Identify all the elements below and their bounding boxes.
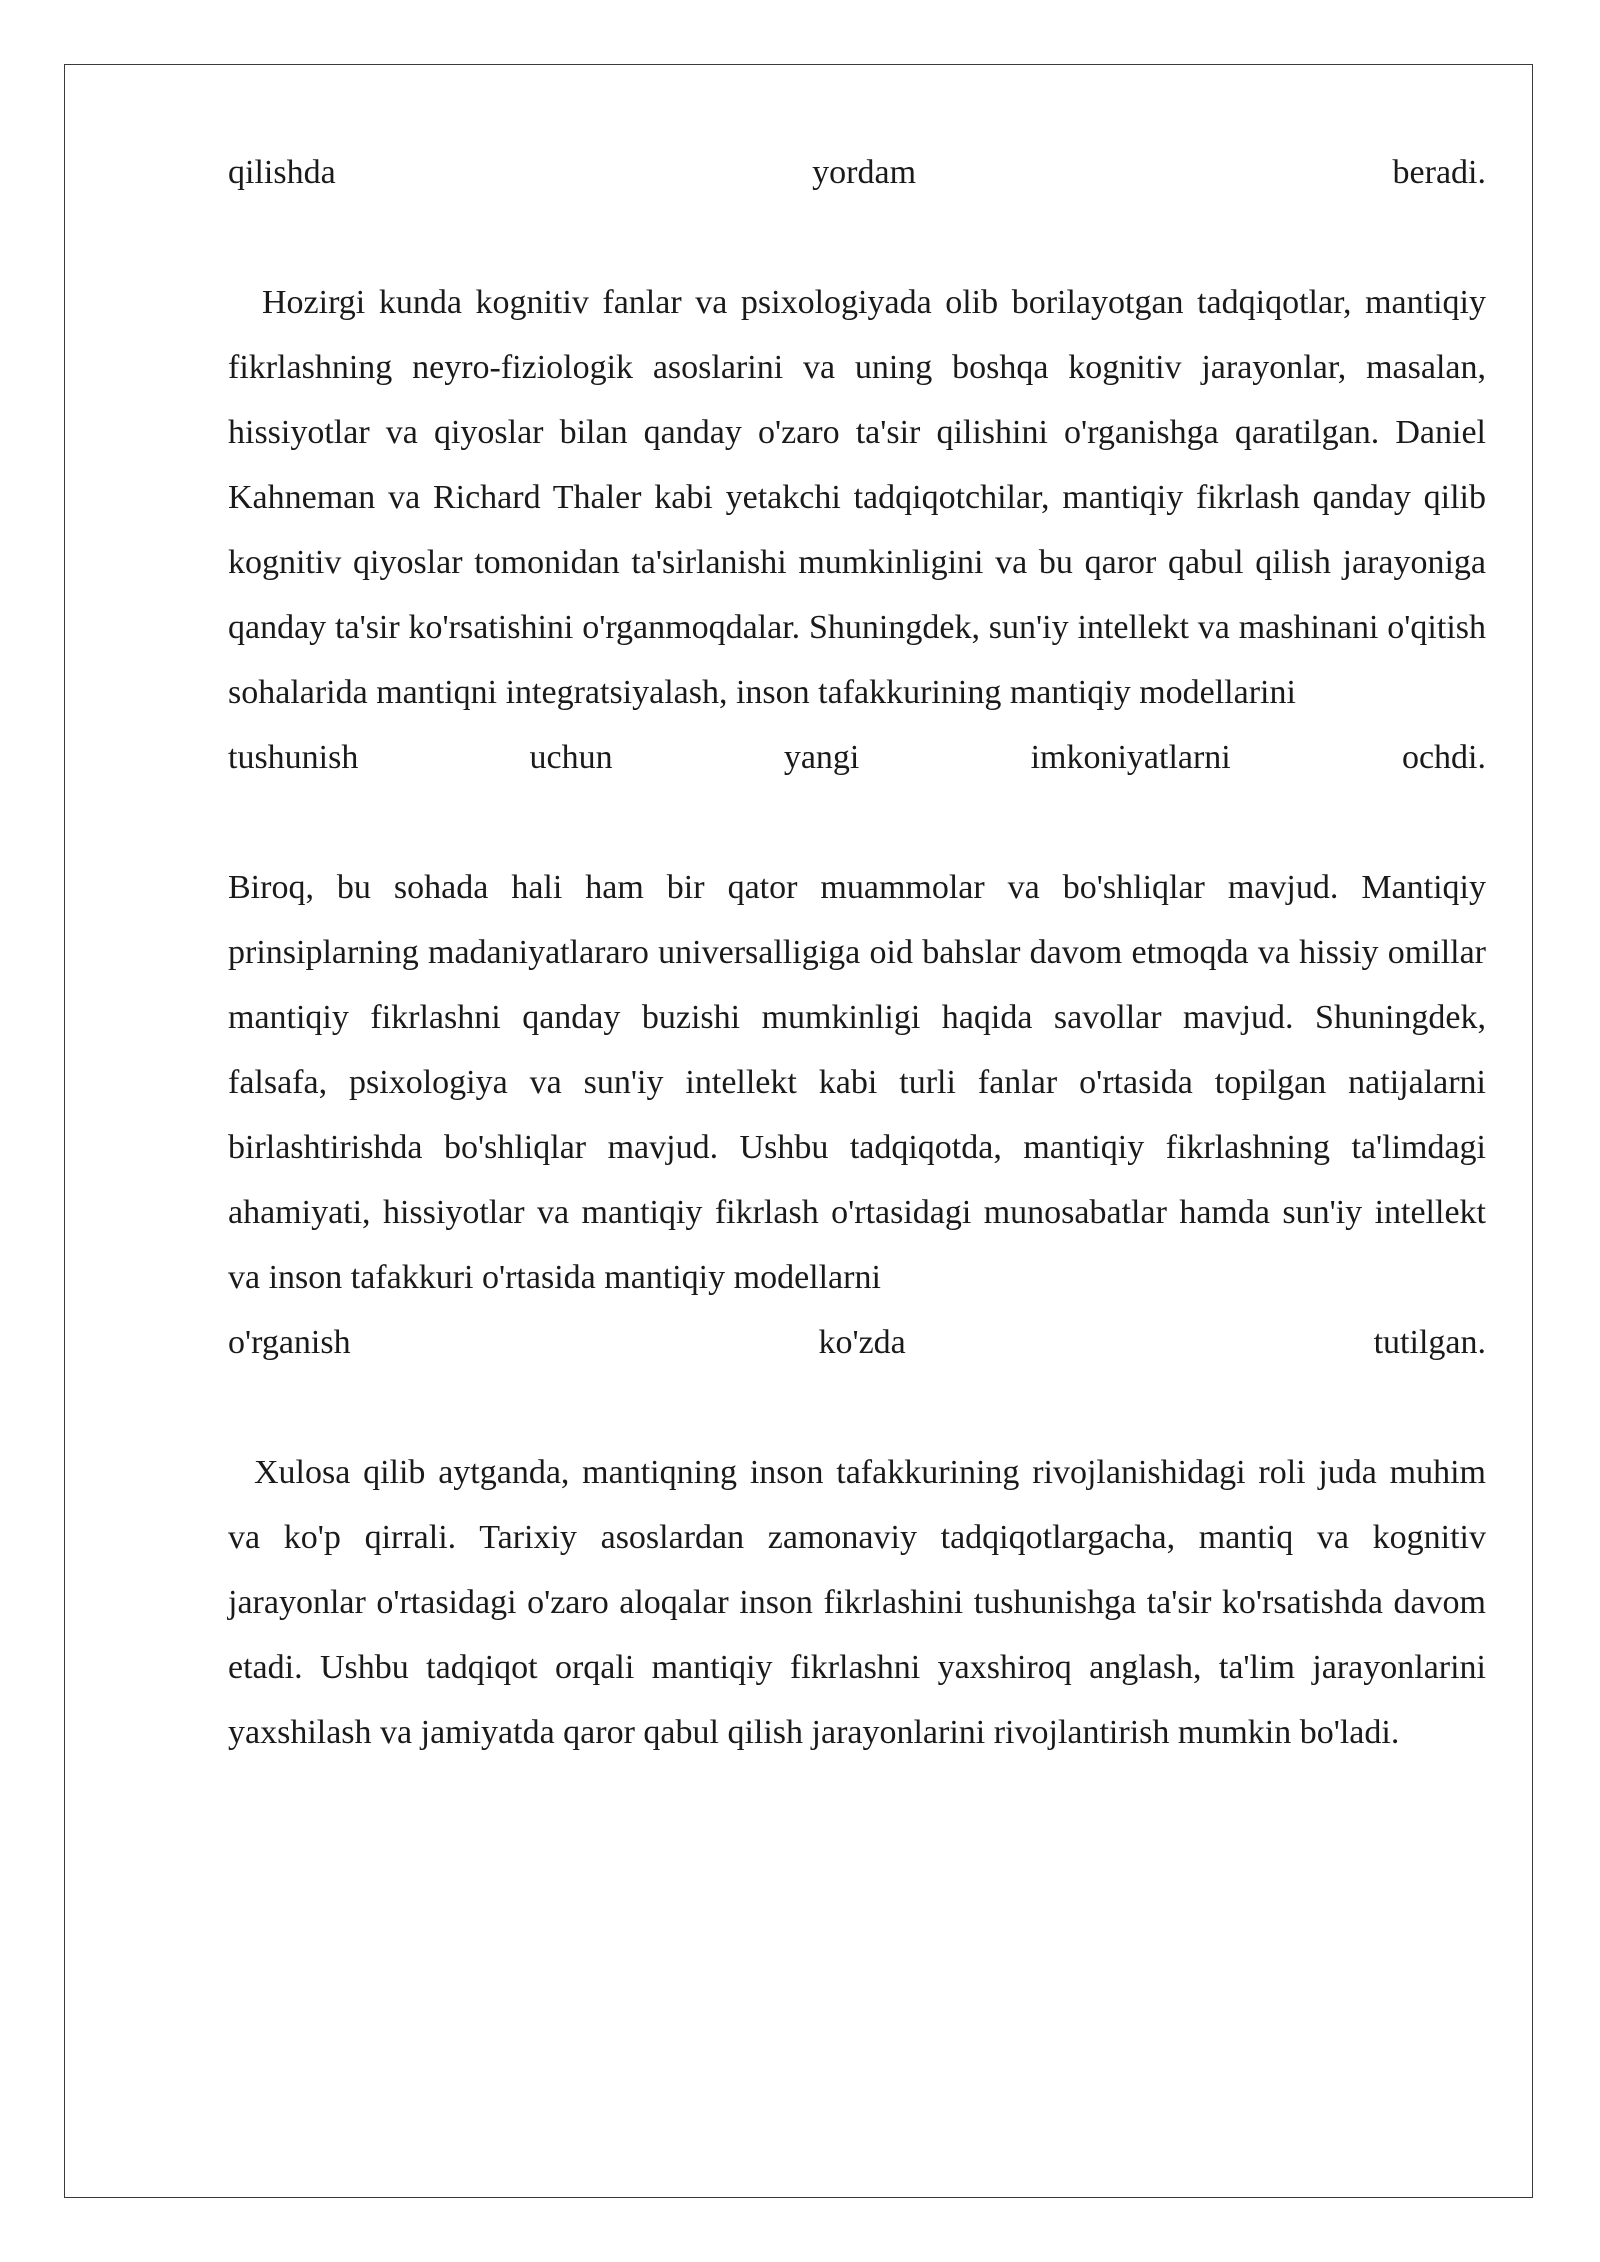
word: qilishda <box>228 154 336 191</box>
paragraph-open-problems: Biroq, bu sohada hali ham bir qator muammolar va bo'shliqlar mavjud. Mantiqiy prinsiplarning madaniyatlararo universalligiga oid bahslar davom etmoqda va hissiy omillar mantiqiy fikrlashni qanday buzishi mumkinligi haqida savollar mavjud. Shuningdek, falsafa, psixologiya va sun'iy intellekt kabi turli fanlar o'rtasida topilgan natijalarni birlashtirishda bo'shliqlar mavjud. Ushbu tadqiqotda, mantiqiy fikrlashning ta'limdagi ahamiyati, hissiyotlar va mantiqiy fikrlash o'rtasidagi munosabatlar hamda sun'iy intellekt va inson tafakkuri o'rtasida mantiqiy modellarni <box>228 869 1486 1296</box>
word: uchun <box>529 739 613 776</box>
paragraph-last-line <box>228 1310 1486 1375</box>
word: o'rganish <box>228 1324 351 1361</box>
word: yordam <box>812 154 917 191</box>
document-body <box>228 140 1486 1765</box>
word: beradi. <box>1392 154 1486 191</box>
paragraph-research-context: Hozirgi kunda kognitiv fanlar va psixologiyada olib borilayotgan tadqiqotlar, mantiqiy fikrlashning neyro-fiziologik asoslarini va uning boshqa kognitiv jarayonlar, masalan, hissiyotlar va qiyoslar bilan qanday o'zaro ta'sir qilishini o'rganishga qaratilgan. Daniel Kahneman va Richard Thaler kabi yetakchi tadqiqotchilar, mantiqiy fikrlash qanday qilib kognitiv qiyoslar tomonidan ta'sirlanishi mumkinligini va bu qaror qabul qilish jarayoniga qanday ta'sir ko'rsatishini o'rganmoqdalar. Shuningdek, sun'iy intellekt va mashinani o'qitish sohalarida mantiqni integratsiyalash, inson tafakkurining mantiqiy modellarini <box>228 284 1486 711</box>
word: ko'zda <box>818 1324 906 1361</box>
word: imkoniyatlarni <box>1030 739 1231 776</box>
word: tushunish <box>228 739 359 776</box>
paragraph-conclusion: Xulosa qilib aytganda, mantiqning inson tafakkurining rivojlanishidagi roli juda muhim va ko'p qirrali. Tarixiy asoslardan zamonaviy tadqiqotlargacha, mantiq va kognitiv jarayonlar o'rtasidagi o'zaro aloqalar inson fikrlashini tushunishga ta'sir ko'rsatishda davom etadi. Ushbu tadqiqot orqali mantiqiy fikrlashni yaxshiroq anglash, ta'lim jarayonlarini yaxshilash va jamiyatda qaror qabul qilish jarayonlarini rivojlantirish mumkin bo'ladi. <box>228 1454 1486 1751</box>
word: ochdi. <box>1401 739 1486 776</box>
word: tutilgan. <box>1373 1324 1486 1361</box>
paragraph-last-line <box>228 725 1486 790</box>
word: yangi <box>783 739 860 776</box>
continuation-line <box>228 140 1486 205</box>
